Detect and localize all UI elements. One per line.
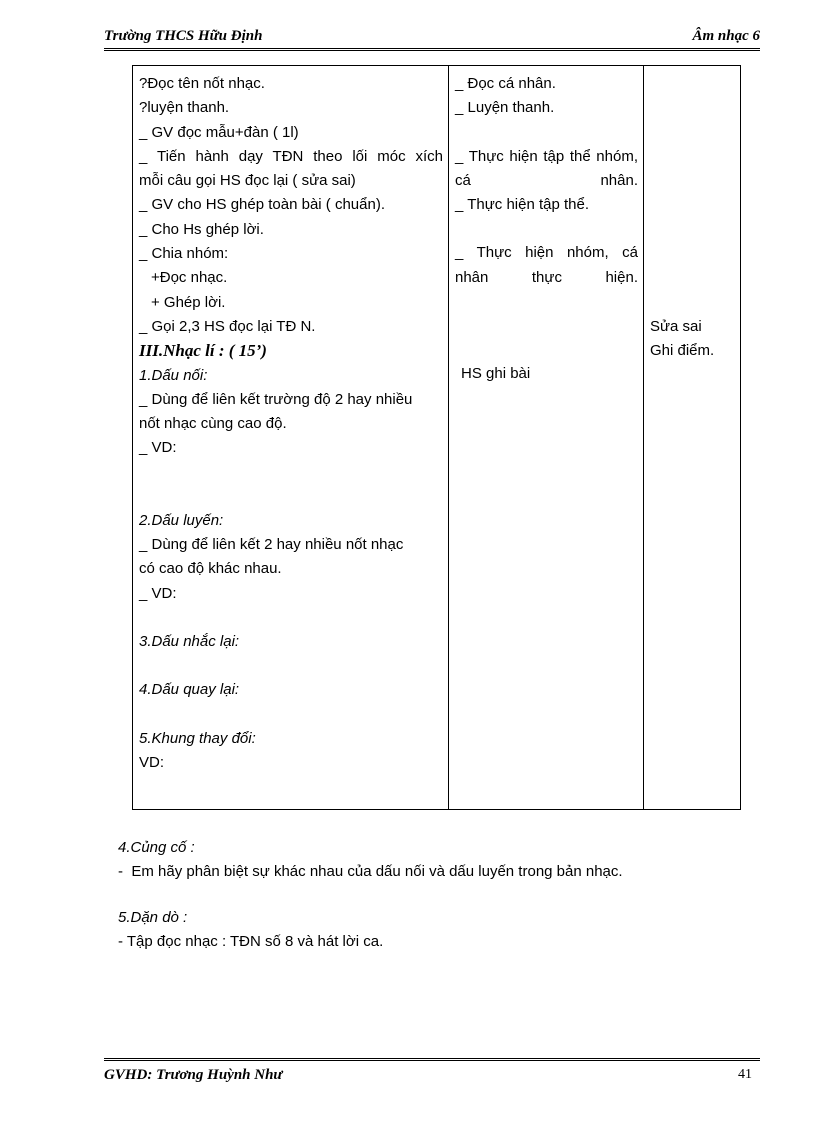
spacer — [139, 654, 443, 678]
homework-item: - Tập đọc nhạc : TĐN số 8 và hát lời ca. — [118, 933, 384, 950]
student-activity-cell — [449, 66, 644, 810]
text-line: VD: — [139, 753, 165, 771]
bullet-dash: - — [118, 863, 132, 880]
text-line: ?Đọc tên nốt nhạc. — [139, 75, 265, 92]
text-line: _ GV cho HS ghép toàn bài ( chuẩn). — [139, 196, 385, 214]
subsection-heading: 5.Khung thay đổi: — [139, 729, 256, 747]
school-name: Trường THCS Hữu Định — [104, 28, 263, 44]
homework-title: 5.Dặn dò : — [118, 909, 188, 926]
spacer — [118, 884, 718, 906]
spacer — [650, 72, 735, 315]
spacer — [455, 121, 638, 145]
consolidation-title: 4.Củng cố : — [118, 839, 195, 856]
text-line: có cao độ khác nhau. — [139, 560, 282, 578]
lesson-table — [132, 65, 741, 810]
subsection-heading: 3.Dấu nhắc lại: — [139, 632, 240, 650]
section-heading: III.Nhạc lí : ( 15’) — [139, 341, 267, 361]
text-line: _ Thực hiện tập thể. — [455, 196, 590, 214]
text-line: Sửa sai — [650, 318, 702, 335]
text-line: _ Thực hiện nhóm, cá nhân thực hiện. — [455, 244, 638, 286]
assessment-cell — [644, 66, 741, 810]
text-line: mỗi câu gọi HS đọc lại ( sửa sai) — [139, 172, 356, 190]
text-line: _ Gọi 2,3 HS đọc lại TĐ N. — [139, 317, 316, 335]
text-line: nốt nhạc cùng cao độ. — [139, 415, 287, 433]
table-row — [133, 66, 741, 810]
text-line: Ghi điểm. — [650, 342, 715, 360]
text-line: _ GV đọc mẫu+đàn ( 1l) — [139, 123, 299, 141]
text-line: _ Chia nhóm: — [139, 245, 229, 263]
consolidation-text: Em hãy phân biệt sự khác nhau của dấu nối và dấu luyến trong bản nhạc. — [131, 863, 623, 880]
page-footer — [104, 1058, 760, 1083]
subsection-heading: 4.Dấu quay lại: — [139, 681, 240, 699]
text-line: _ Tiến hành dạy TĐN theo lối móc xích — [139, 147, 443, 165]
subsection-heading: 2.Dấu luyến: — [139, 511, 224, 529]
spacer — [455, 217, 638, 241]
spacer — [139, 703, 443, 727]
text-line: _ Đọc cá nhân. — [455, 75, 556, 92]
text-line: _ Thực hiện tập thể nhóm, cá nhân. — [455, 147, 638, 189]
teacher-name: GVHD: Trương Huỳnh Như — [104, 1067, 283, 1083]
text-line: _ Dùng để liên kết 2 hay nhiều nốt nhạc — [139, 536, 404, 554]
text-line: ?luyện thanh. — [139, 99, 230, 117]
text-line: _ Dùng để liên kết trường độ 2 hay nhiều — [139, 390, 413, 408]
consolidation-item — [118, 860, 718, 884]
text-line: _ Cho Hs ghép lời. — [139, 220, 264, 238]
text-line: + Ghép lời. — [151, 293, 226, 311]
lesson-closing — [118, 836, 718, 954]
spacer — [139, 606, 443, 630]
subject-name: Âm nhạc 6 — [692, 28, 760, 44]
text-line: HS ghi bài — [461, 365, 531, 383]
teacher-activity-cell — [133, 66, 449, 810]
spacer — [139, 461, 443, 509]
page-header — [104, 26, 760, 51]
subsection-heading: 1.Dấu nối: — [139, 366, 208, 384]
text-line: _ VD: — [139, 439, 177, 457]
spacer — [455, 290, 638, 338]
text-line: +Đọc nhạc. — [151, 269, 228, 287]
page-number: 41 — [738, 1067, 752, 1082]
text-line: _ Luyện thanh. — [455, 99, 555, 117]
text-line: _ VD: — [139, 584, 177, 602]
